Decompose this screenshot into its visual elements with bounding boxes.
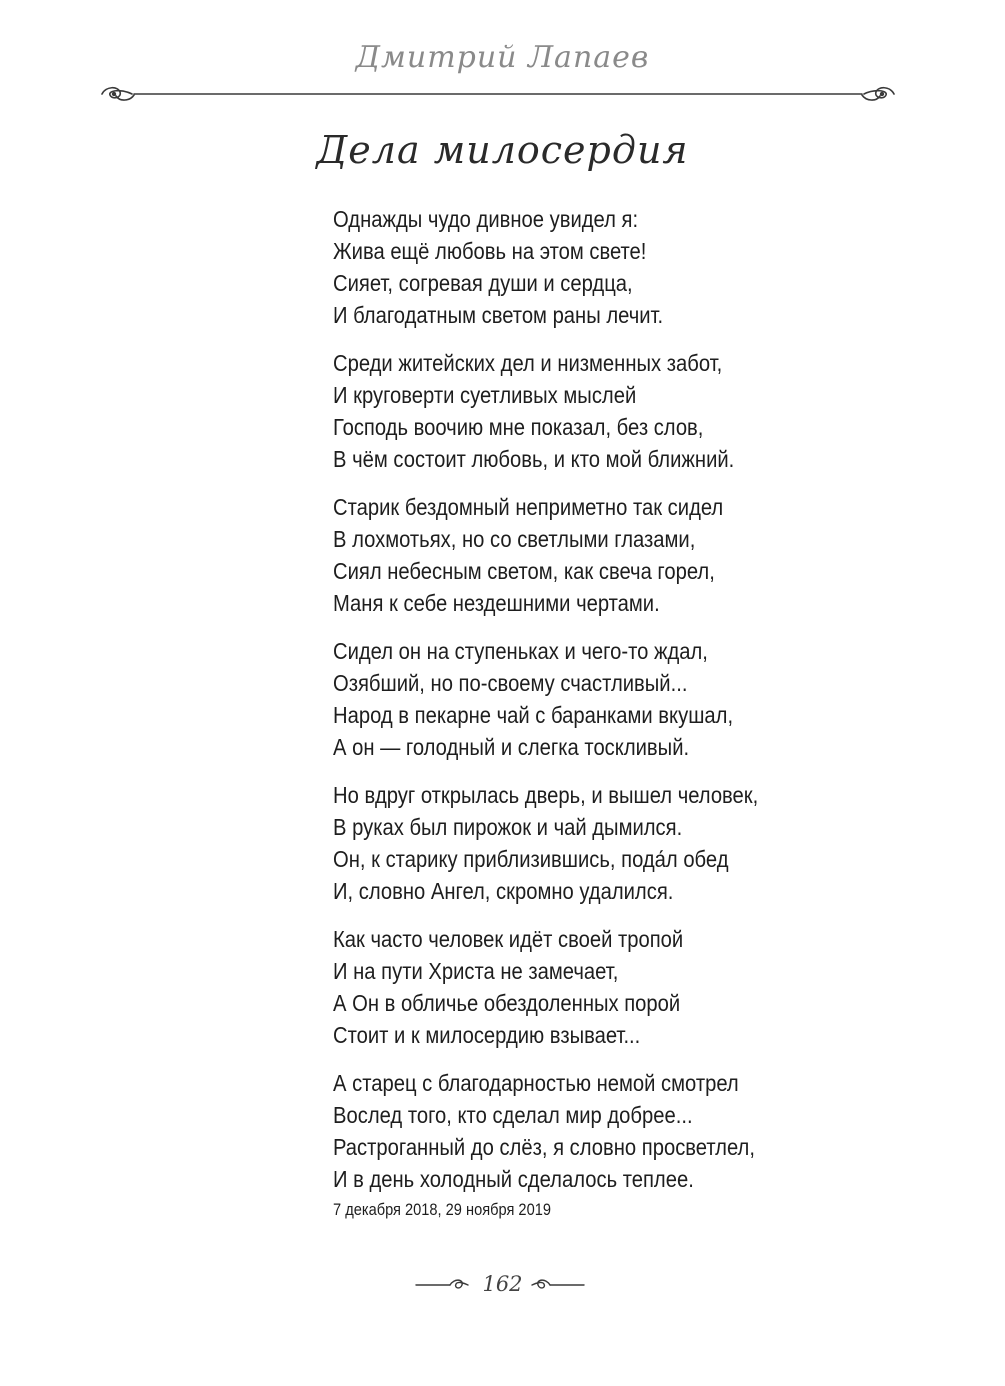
poem-line: Растроганный до слёз, я словно просветлел, bbox=[333, 1134, 755, 1160]
poem-date: 7 декабря 2018, 29 ноября 2019 bbox=[333, 1200, 551, 1219]
poem-line: В чём состоит любовь, и кто мой ближний. bbox=[333, 446, 735, 472]
poem-line: Маня к себе нездешними чертами. bbox=[333, 590, 660, 616]
poem-line: Но вдруг открылась дверь, и вышел человек, bbox=[333, 782, 759, 808]
stanza bbox=[333, 635, 933, 763]
poem-line: Народ в пекарне чай с баранками вкушал, bbox=[333, 702, 734, 728]
stanza bbox=[333, 347, 933, 475]
poem-line: Сидел он на ступеньках и чего-то ждал, bbox=[333, 638, 708, 664]
stanza bbox=[333, 1067, 933, 1195]
poem-line: Он, к старику приблизившись, пода́л обед bbox=[333, 846, 729, 872]
poem-line: В руках был пирожок и чай дымился. bbox=[333, 814, 683, 840]
poem-line: И в день холодный сделалось теплее. bbox=[333, 1166, 694, 1192]
poem-line: В лохмотьях, но со светлыми глазами, bbox=[333, 526, 696, 552]
stanza bbox=[333, 923, 933, 1051]
poem-line: Вослед того, кто сделал мир добрее... bbox=[333, 1102, 693, 1128]
poem-line: И на пути Христа не замечает, bbox=[333, 958, 619, 984]
stanza bbox=[333, 779, 933, 907]
poem-line: Как часто человек идёт своей тропой bbox=[333, 926, 684, 952]
poem-line: Озябший, но по-своему счастливый... bbox=[333, 670, 688, 696]
poem-body bbox=[333, 203, 933, 1211]
poem-line: Сияет, согревая души и сердца, bbox=[333, 270, 633, 296]
poem-line: Господь воочию мне показал, без слов, bbox=[333, 414, 704, 440]
running-head-author: Дмитрий Лапаев bbox=[355, 40, 650, 75]
poem-line: Стоит и к милосердию взывает... bbox=[333, 1022, 641, 1048]
poem-line: А Он в обличье обездоленных порой bbox=[333, 990, 681, 1016]
stanza bbox=[333, 491, 933, 619]
poem-title: Дела милосердия bbox=[316, 128, 689, 172]
poem-line: Однажды чудо дивное увидел я: bbox=[333, 206, 639, 232]
poem-line: И круговерти суетливых мыслей bbox=[333, 382, 637, 408]
poem-line: И, словно Ангел, скромно удалился. bbox=[333, 878, 674, 904]
poem-line: А старец с благодарностью немой смотрел bbox=[333, 1070, 739, 1096]
page-number: 162 bbox=[482, 1272, 523, 1296]
poem-line: Сиял небесным светом, как свеча горел, bbox=[333, 558, 715, 584]
poem-line: Старик бездомный неприметно так сидел bbox=[333, 494, 724, 520]
poem-line: Жива ещё любовь на этом свете! bbox=[333, 238, 647, 264]
poem-line: Среди житейских дел и низменных забот, bbox=[333, 350, 723, 376]
header-ornament-rule bbox=[98, 82, 898, 106]
stanza bbox=[333, 203, 933, 331]
poem-line: И благодатным светом раны лечит. bbox=[333, 302, 664, 328]
poem-line: А он — голодный и слегка тоскливый. bbox=[333, 734, 690, 760]
